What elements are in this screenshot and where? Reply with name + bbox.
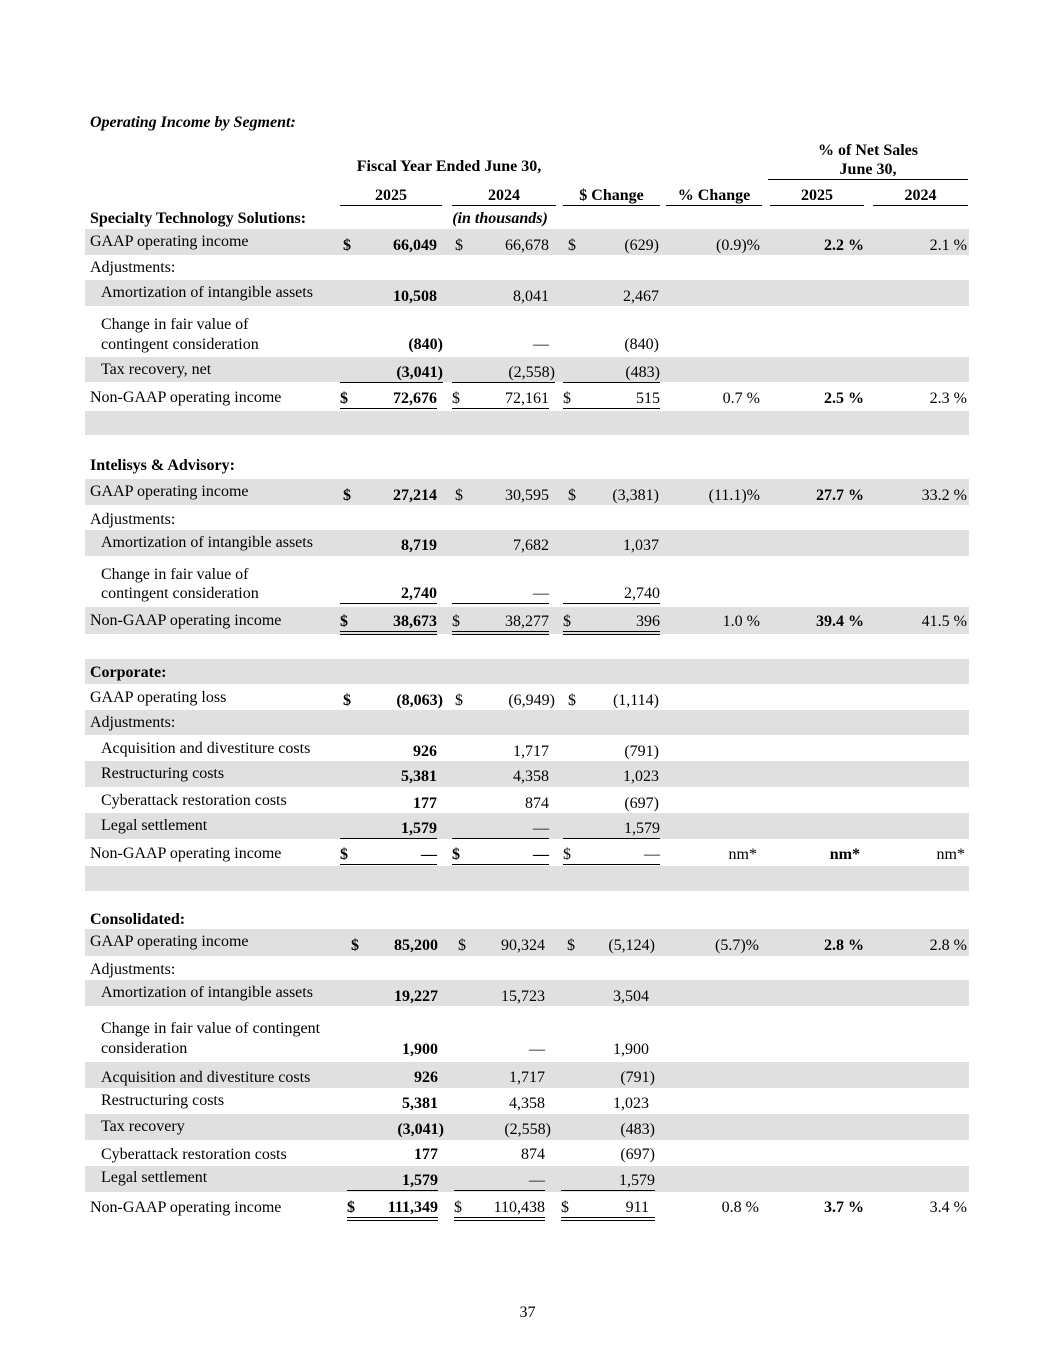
value-pct-2025: 2.2 % bbox=[824, 237, 864, 254]
section-title: Operating Income by Segment: bbox=[90, 114, 296, 131]
value-2025: 8,719 bbox=[401, 537, 437, 554]
corp-adjustments-row bbox=[85, 710, 969, 735]
row-label: Adjustments: bbox=[90, 961, 176, 978]
value-dollar-change: (3,381) bbox=[612, 487, 659, 504]
value-2025: 10,508 bbox=[393, 288, 437, 305]
value-2025: 5,381 bbox=[401, 768, 437, 785]
currency-symbol bbox=[452, 613, 549, 635]
value-dollar-change: 2,740 bbox=[563, 585, 660, 604]
value-2025: 1,579 bbox=[340, 820, 437, 839]
col-header-pct-change: % Change bbox=[666, 186, 762, 206]
corp-gaap-row bbox=[85, 684, 969, 710]
pct-net-sales-line1: % of Net Sales bbox=[818, 142, 918, 159]
value-pct-2024: 41.5 % bbox=[921, 613, 967, 630]
currency-symbol: $ bbox=[343, 692, 351, 709]
row-label: Cyberattack restoration costs bbox=[101, 1146, 287, 1163]
value-pct-2025: nm* bbox=[829, 846, 860, 863]
value-2025: 1,900 bbox=[402, 1041, 438, 1058]
value-dollar-change: (697) bbox=[624, 795, 659, 812]
value-pct-change: (5.7)% bbox=[715, 937, 759, 954]
currency-symbol: $ bbox=[563, 846, 571, 863]
value-2024: — bbox=[452, 585, 549, 604]
value-2024: 15,723 bbox=[501, 988, 545, 1005]
currency-symbol: $ bbox=[454, 1199, 462, 1216]
currency-symbol: $ bbox=[452, 846, 460, 863]
value-dollar-change: (840) bbox=[624, 336, 659, 353]
value-dollar-change: 1,023 bbox=[623, 768, 659, 785]
value-2024: — bbox=[454, 1172, 545, 1191]
currency-symbol: $ bbox=[455, 487, 463, 504]
sts-tax-row bbox=[85, 357, 969, 382]
value-2025: 926 bbox=[413, 743, 437, 760]
spacer-row bbox=[85, 411, 969, 435]
value-2025: 19,227 bbox=[394, 988, 438, 1005]
col-header-dollar-change: $ Change bbox=[563, 186, 660, 206]
row-label: Change in fair value of contingent bbox=[101, 1020, 321, 1037]
value-2025: 926 bbox=[414, 1069, 438, 1086]
row-label: GAAP operating loss bbox=[90, 689, 227, 706]
value-pct-2024: 2.1 % bbox=[929, 237, 967, 254]
value-dollar-change: 911 bbox=[625, 1199, 649, 1216]
corp-title-row bbox=[85, 659, 969, 684]
value-pct-2024: 3.4 % bbox=[929, 1199, 967, 1216]
currency-symbol bbox=[454, 1199, 545, 1221]
ia-gaap-row bbox=[85, 479, 969, 505]
row-label: Adjustments: bbox=[90, 714, 176, 731]
currency-symbol bbox=[563, 390, 660, 412]
cons-section-title: Consolidated: bbox=[90, 911, 186, 928]
row-label: Non-GAAP operating income bbox=[90, 612, 282, 629]
ia-nongaap-row bbox=[85, 607, 969, 634]
cons-fv-row bbox=[85, 1019, 969, 1061]
row-label: Amortization of intangible assets bbox=[101, 534, 313, 551]
row-label: GAAP operating income bbox=[90, 933, 249, 950]
ia-fv-row bbox=[85, 564, 969, 606]
value-2024: (2,558) bbox=[452, 364, 555, 383]
value-2025: 177 bbox=[414, 1146, 438, 1163]
value-2025: (3,041) bbox=[397, 1121, 444, 1138]
currency-symbol: $ bbox=[452, 613, 460, 630]
value-2024: 874 bbox=[525, 795, 549, 812]
value-pct-change: (0.9)% bbox=[716, 237, 760, 254]
ia-adjustments-row bbox=[85, 506, 969, 530]
value-2025: 177 bbox=[413, 795, 437, 812]
value-2024: 110,438 bbox=[493, 1199, 545, 1216]
value-dollar-change: — bbox=[644, 846, 660, 863]
value-pct-2025: 39.4 % bbox=[816, 613, 864, 630]
row-label: Amortization of intangible assets bbox=[101, 984, 313, 1001]
value-pct-2025: 3.7 % bbox=[824, 1199, 864, 1216]
value-pct-change: 1.0 % bbox=[722, 613, 760, 630]
value-2024: (6,949) bbox=[508, 692, 555, 709]
currency-symbol: $ bbox=[351, 937, 359, 954]
value-2024: (2,558) bbox=[504, 1121, 551, 1138]
row-label: Legal settlement bbox=[101, 1169, 208, 1186]
value-pct-change: 0.7 % bbox=[722, 390, 760, 407]
pct-net-sales-header bbox=[768, 141, 968, 179]
currency-symbol: $ bbox=[458, 937, 466, 954]
currency-symbol bbox=[563, 846, 660, 868]
currency-symbol: $ bbox=[340, 613, 348, 630]
value-2024: 30,595 bbox=[505, 487, 549, 504]
value-pct-2025: 2.8 % bbox=[824, 937, 864, 954]
value-dollar-change: (483) bbox=[620, 1121, 655, 1138]
row-label: Restructuring costs bbox=[101, 1092, 225, 1109]
value-2024: — bbox=[533, 336, 549, 353]
sts-adjustments-row bbox=[85, 256, 969, 280]
row-label: Change in fair value of bbox=[101, 316, 249, 333]
currency-symbol: $ bbox=[568, 237, 576, 254]
value-2025: 111,349 bbox=[387, 1199, 438, 1216]
value-2024: 38,277 bbox=[505, 613, 549, 630]
row-label: Acquisition and divestiture costs bbox=[101, 1069, 311, 1086]
currency-symbol: $ bbox=[568, 692, 576, 709]
currency-symbol: $ bbox=[343, 487, 351, 504]
value-pct-2024: 33.2 % bbox=[921, 487, 967, 504]
value-2025: (8,063) bbox=[396, 692, 443, 709]
value-dollar-change: 1,900 bbox=[613, 1041, 649, 1058]
value-2024: 8,041 bbox=[513, 288, 549, 305]
value-dollar-change: 2,467 bbox=[623, 288, 659, 305]
row-label: GAAP operating income bbox=[90, 483, 249, 500]
currency-symbol: $ bbox=[452, 390, 460, 407]
value-2024: 1,717 bbox=[513, 743, 549, 760]
corp-nongaap-row bbox=[85, 840, 969, 866]
currency-symbol bbox=[340, 846, 437, 868]
value-2025: 5,381 bbox=[402, 1095, 438, 1112]
value-2024: — bbox=[529, 1041, 545, 1058]
row-label: Tax recovery bbox=[101, 1118, 185, 1135]
row-label: Restructuring costs bbox=[101, 765, 225, 782]
cons-gaap-row bbox=[85, 929, 969, 956]
currency-symbol bbox=[340, 390, 437, 412]
value-2024: 90,324 bbox=[501, 937, 545, 954]
value-2025: 72,676 bbox=[393, 390, 437, 407]
cons-acq-row bbox=[85, 1062, 969, 1088]
value-dollar-change: (791) bbox=[624, 743, 659, 760]
row-label: Legal settlement bbox=[101, 817, 208, 834]
currency-symbol: $ bbox=[340, 390, 348, 407]
value-2025: 27,214 bbox=[393, 487, 437, 504]
value-2025: 1,579 bbox=[347, 1172, 438, 1191]
row-label: Adjustments: bbox=[90, 511, 176, 528]
value-2024: 66,678 bbox=[505, 237, 549, 254]
cons-legal-row bbox=[85, 1166, 969, 1192]
value-dollar-change: (5,124) bbox=[608, 937, 655, 954]
cons-nongaap-row bbox=[85, 1193, 969, 1219]
value-dollar-change: 3,504 bbox=[613, 988, 649, 1005]
value-2025: (840) bbox=[408, 336, 443, 353]
col-header-2025: 2025 bbox=[340, 186, 442, 206]
cons-cyber-row bbox=[85, 1140, 969, 1166]
currency-symbol bbox=[452, 390, 549, 412]
currency-symbol bbox=[452, 846, 549, 868]
row-label: Non-GAAP operating income bbox=[90, 1199, 282, 1216]
row-label: GAAP operating income bbox=[90, 233, 249, 250]
corp-legal-row bbox=[85, 813, 969, 839]
row-label: Non-GAAP operating income bbox=[90, 845, 282, 862]
value-pct-2024: 2.8 % bbox=[929, 937, 967, 954]
currency-symbol: $ bbox=[347, 1199, 355, 1216]
pct-net-sales-line2: June 30, bbox=[839, 161, 897, 178]
col-header-pct-2024: 2024 bbox=[873, 186, 968, 206]
value-pct-2024: 2.3 % bbox=[929, 390, 967, 407]
fiscal-year-header: Fiscal Year Ended June 30, bbox=[356, 158, 542, 175]
value-dollar-change: 1,579 bbox=[563, 820, 660, 839]
sts-section-title: Specialty Technology Solutions: bbox=[90, 210, 307, 227]
value-2025: (3,041) bbox=[340, 364, 443, 383]
ia-section-title: Intelisys & Advisory: bbox=[90, 457, 235, 474]
row-label: Change in fair value of bbox=[101, 566, 249, 583]
row-label: contingent consideration bbox=[101, 336, 259, 353]
cons-restructuring-row bbox=[85, 1088, 969, 1114]
corp-section-title: Corporate: bbox=[90, 664, 167, 681]
value-2024: — bbox=[533, 846, 549, 863]
currency-symbol bbox=[561, 1199, 655, 1221]
currency-symbol: $ bbox=[567, 937, 575, 954]
currency-symbol: $ bbox=[340, 846, 348, 863]
sts-nongaap-row bbox=[85, 384, 969, 410]
value-dollar-change: (791) bbox=[620, 1069, 655, 1086]
ia-amort-row bbox=[85, 530, 969, 556]
value-pct-2024: nm* bbox=[936, 846, 965, 863]
value-2024: 7,682 bbox=[513, 537, 549, 554]
value-2024: — bbox=[452, 820, 549, 839]
value-2024: 4,358 bbox=[513, 768, 549, 785]
currency-symbol: $ bbox=[455, 692, 463, 709]
currency-symbol: $ bbox=[568, 487, 576, 504]
pct-header-rule bbox=[768, 179, 968, 180]
currency-symbol: $ bbox=[343, 237, 351, 254]
currency-symbol: $ bbox=[563, 613, 571, 630]
value-dollar-change: (483) bbox=[563, 364, 660, 383]
value-dollar-change: 1,579 bbox=[561, 1172, 655, 1191]
value-pct-2025: 27.7 % bbox=[816, 487, 864, 504]
page-number: 37 bbox=[519, 1304, 536, 1321]
value-pct-change: 0.8 % bbox=[721, 1199, 759, 1216]
value-2025: 2,740 bbox=[340, 585, 437, 604]
corp-restructuring-row bbox=[85, 761, 969, 787]
currency-symbol: $ bbox=[563, 390, 571, 407]
value-2025: 85,200 bbox=[394, 937, 438, 954]
value-pct-2025: 2.5 % bbox=[824, 390, 864, 407]
value-2025: 38,673 bbox=[393, 613, 437, 630]
currency-symbol: $ bbox=[455, 237, 463, 254]
value-dollar-change: (629) bbox=[624, 237, 659, 254]
value-dollar-change: (697) bbox=[620, 1146, 655, 1163]
currency-symbol: $ bbox=[561, 1199, 569, 1216]
value-pct-change: (11.1)% bbox=[708, 487, 760, 504]
value-pct-change: nm* bbox=[728, 846, 757, 863]
value-2024: 1,717 bbox=[509, 1069, 545, 1086]
col-header-pct-2025: 2025 bbox=[770, 186, 864, 206]
sts-fv-row bbox=[85, 314, 969, 356]
row-label: Amortization of intangible assets bbox=[101, 284, 313, 301]
currency-symbol bbox=[340, 613, 437, 635]
corp-acq-row bbox=[85, 735, 969, 761]
value-2024: 874 bbox=[521, 1146, 545, 1163]
col-header-2024: 2024 bbox=[452, 186, 556, 206]
corp-cyber-row bbox=[85, 787, 969, 813]
value-dollar-change: (1,114) bbox=[612, 692, 659, 709]
row-label: Cyberattack restoration costs bbox=[101, 792, 287, 809]
value-dollar-change: 515 bbox=[636, 390, 660, 407]
cons-adjustments-row bbox=[85, 956, 969, 980]
value-2025: — bbox=[421, 846, 437, 863]
in-thousands-note: (in thousands) bbox=[452, 210, 548, 227]
row-label: Acquisition and divestiture costs bbox=[101, 740, 311, 757]
sts-amort-row bbox=[85, 280, 969, 306]
row-label: contingent consideration bbox=[101, 585, 259, 602]
value-2024: 72,161 bbox=[505, 390, 549, 407]
cons-tax-row bbox=[85, 1114, 969, 1140]
value-dollar-change: 1,037 bbox=[623, 537, 659, 554]
cons-amort-row bbox=[85, 980, 969, 1006]
value-dollar-change: 396 bbox=[636, 613, 660, 630]
currency-symbol bbox=[563, 613, 660, 635]
row-label: Non-GAAP operating income bbox=[90, 389, 282, 406]
value-2024: 4,358 bbox=[509, 1095, 545, 1112]
value-dollar-change: 1,023 bbox=[613, 1095, 649, 1112]
sts-gaap-row bbox=[85, 229, 969, 255]
row-label: Tax recovery, net bbox=[101, 361, 212, 378]
spacer-row bbox=[85, 866, 969, 891]
currency-symbol bbox=[347, 1199, 438, 1221]
row-label: Adjustments: bbox=[90, 259, 176, 276]
value-2025: 66,049 bbox=[393, 237, 437, 254]
row-label: consideration bbox=[101, 1040, 188, 1057]
